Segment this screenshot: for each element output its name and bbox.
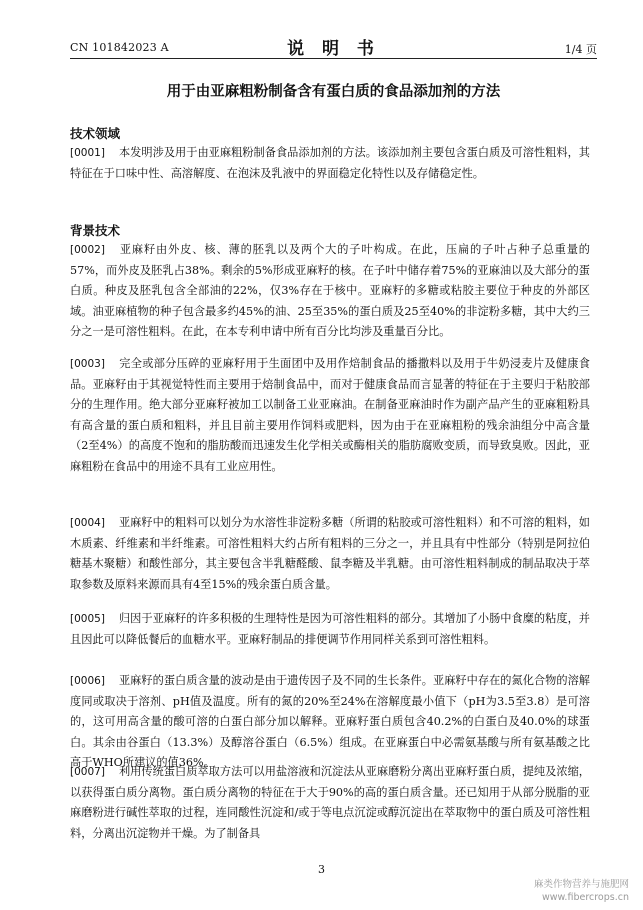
paragraph-0001 bbox=[70, 143, 590, 184]
section-heading-background: 背景技术 bbox=[70, 223, 121, 238]
paragraph-number: [0001] bbox=[70, 147, 105, 159]
page-number: 3 bbox=[318, 863, 325, 876]
watermark-url: www.fibercrops.cn bbox=[542, 892, 629, 903]
paragraph-text: 亚麻籽的蛋白质含量的波动是由于遗传因子及不同的生长条件。亚麻籽中存在的氮化合物的溶解度同或取决于溶剂、pH值及温度。所有的氮的20%至24%在溶解度最小值下（pH为3.5至3.8）是可溶的，这可用高含量的酸可溶的白蛋白部分加以解释。亚麻籽蛋白质包含40.2%的白蛋白及40.0%的球蛋白。其余由谷蛋白（13.3%）及醇溶谷蛋白（6.5%）组成。在亚麻蛋白中必需氨基酸与所有氨基酸之比高于WHO所建议的值36%。 bbox=[70, 674, 590, 769]
paragraph-number: [0007] bbox=[70, 766, 105, 778]
paragraph-text: 本发明涉及用于由亚麻粗粉制备食品添加剂的方法。该添加剂主要包含蛋白质及可溶性粗料，其特征在于口味中性、高溶解度、在泡沫及乳液中的界面稳定化特性以及存储稳定性。 bbox=[70, 146, 590, 180]
patent-number: CN 101842023 A bbox=[70, 41, 169, 54]
site-watermark bbox=[534, 878, 629, 904]
paragraph-0004 bbox=[70, 513, 590, 595]
page-header bbox=[70, 34, 597, 59]
paragraph-text: 亚麻籽中的粗料可以划分为水溶性非淀粉多糖（所谓的粘胶或可溶性粗料）和不可溶的粗料，如木质素、纤维素和半纤维素。可溶性粗料大约占所有粗料的三分之一，并且具有中性部分（特别是阿拉伯糖基木聚糖）和酸性部分，其主要包含半乳糖醛酸、鼠李糖及半乳糖。由可溶性粗料制成的制品取决于萃取参数及原料来源而具有4至15%的残余蛋白质含量。 bbox=[70, 516, 590, 591]
paragraph-0003 bbox=[70, 354, 590, 477]
paragraph-text: 归因于亚麻籽的许多积极的生理特性是因为可溶性粗料的部分。其增加了小肠中食糜的粘度，并且因此可以降低餐后的血糖水平。亚麻籽制品的排便调节作用同样关系到可溶性粗料。 bbox=[70, 612, 590, 646]
paragraph-0005 bbox=[70, 609, 590, 650]
document-type: 说 明 书 bbox=[287, 39, 380, 59]
section-heading-technical-field: 技术领域 bbox=[70, 126, 121, 141]
paragraph-number: [0005] bbox=[70, 613, 105, 625]
paragraph-0006 bbox=[70, 671, 590, 774]
document-title: 用于由亚麻粗粉制备含有蛋白质的食品添加剂的方法 bbox=[166, 84, 501, 100]
paragraph-number: [0002] bbox=[70, 244, 105, 256]
paragraph-number: [0003] bbox=[70, 358, 105, 370]
watermark-site-name: 麻类作物营养与施肥网 bbox=[533, 879, 629, 890]
paragraph-0007 bbox=[70, 762, 590, 844]
paragraph-number: [0004] bbox=[70, 517, 105, 529]
paragraph-text: 亚麻籽由外皮、核、薄的胚乳以及两个大的子叶构成。在此，压扁的子叶占种子总重量的57%，而外皮及胚乳占38%。剩余的5%形成亚麻籽的核。在子叶中储存着75%的亚麻油以及大部分的蛋白质。种皮及胚乳包含全部油的22%，仅3%存在于核中。亚麻籽的多糖或粘胶主要位于种皮的外部区域。油亚麻植物的种子包含最多约45%的油、25至35%的蛋白质及25至40%的非淀粉多糖，其中大约三分之一是可溶性粗料。在此，在本专利申请中所有百分比均涉及重量百分比。 bbox=[70, 243, 590, 338]
paragraph-text: 利用传统蛋白质萃取方法可以用盐溶液和沉淀法从亚麻磨粉分离出亚麻籽蛋白质，提纯及浓缩，以获得蛋白质分离物。蛋白质分离物的特征在于大于90%的高的蛋白质含量。还已知用于从部分脱脂的亚麻磨粉进行碱性萃取的过程，连同酸性沉淀和/或于等电点沉淀或醇沉淀出在萃取物中的蛋白质及可溶性粗料，分离出沉淀物并干燥。为了制备具 bbox=[70, 765, 590, 840]
paragraph-number: [0006] bbox=[70, 675, 105, 687]
paragraph-0002 bbox=[70, 240, 590, 343]
paragraph-text: 完全或部分压碎的亚麻籽用于生面团中及用作焙制食品的播撒料以及用于牛奶浸麦片及健康食品。亚麻籽由于其视觉特性而主要用于焙制食品中，而对于健康食品而言显著的特征在于主要归于粘胶部分的生理作用。绝大部分亚麻籽被加工以制备工业亚麻油。在制备亚麻油时作为副产品产生的亚麻粗粉具有高含量的蛋白质和粗料，并且目前主要用作饲料或肥料，因为由于在亚麻粗粉的残余油组分中高含量（2至4%）的高度不饱和的脂肪酸而迅速发生化学相关或酶相关的脂肪腐败变质，而导致臭败。因此，亚麻粗粉在食品中的用途不具有工业应用性。 bbox=[70, 357, 590, 473]
page-indicator: 1/4 页 bbox=[564, 43, 597, 56]
